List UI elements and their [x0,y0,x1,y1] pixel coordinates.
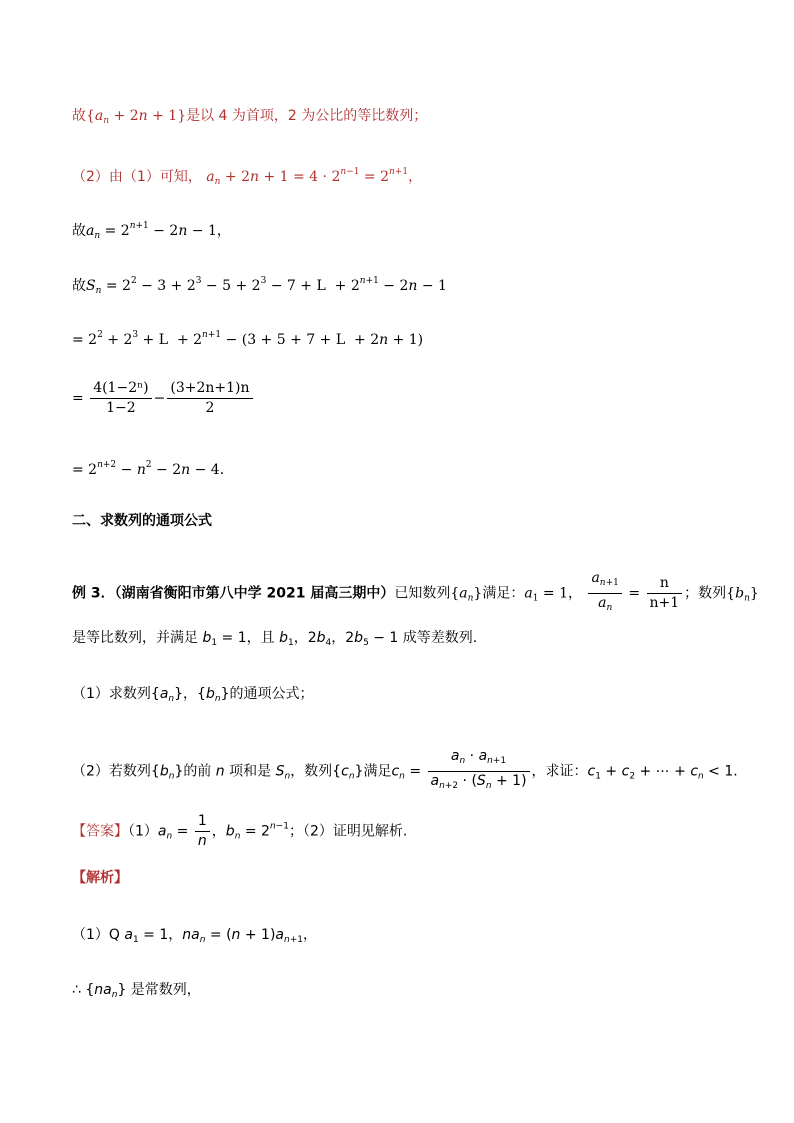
question-1: （1）求数列$\{a_n\}$，$\{b_n\}$的通项公式； [72,686,314,704]
question-2: （2）若数列$\{b_n\}$的前 n 项和是 $S_n$，数列$\{c_n\}$满足$c_n$ = $\frac{a_n \cdot a_{n+1}}{a_{n+2} \cdot (S_n + 1)}$ ，求证：$c_1 + c_2$ + ⋯ + $c_n < 1$. [72,748,738,795]
fraction-arithmetic-sum: $\frac{(3+2n+1)n}{2}$ [167,380,252,417]
fraction-ratio: $\frac{a_{n+1}}{a_n}$ [588,570,621,617]
analysis-label: 【解析】 [72,870,128,886]
conclusion-geometric: 故$\{a_n + 2n + 1\}$是以 4 为首项，2 为公比的等比数列； [72,108,428,126]
sn-fraction-form: = $\frac{\text{4(1−2ⁿ)}}{1-2}$ − $\frac{(3+2n+1)n}{2}$ [72,380,255,417]
analysis-step-2: ∴ $\{na_n\}$ 是常数列， [72,982,201,1000]
fraction-cn: $\frac{a_n \cdot a_{n+1}}{a_{n+2} \cdot (S_n + 1)}$ [428,748,530,795]
example3-condition: 是等比数列，并满足 $b_1 = 1$，且 $b_1$，$2b_4$，$2b_5 - 1$ 成等差数列. [72,630,478,648]
analysis-step-1: （1）Q $a_1 = 1$，$na_n = (n + 1)a_{n+1}$， [72,927,317,945]
fraction-an: $\frac{1}{n}$ [195,813,210,850]
answer-line: 【答案】$(1)a_n$ = $\frac{1}{n}$ ，$b_n = 2^{n-1}$；（2）证明见解析. [72,813,408,849]
fraction-geometric-sum: $\frac{\text{4(1−2ⁿ)}}{1-2}$ [90,380,151,417]
sn-result: = $2^{n+2} - n^2 - 2n - 4$． [72,460,234,478]
section-heading: 二、求数列的通项公式 [72,513,212,529]
fraction-rhs: $\frac{n}{n+1}$ [647,575,683,612]
step-from-part1: （2）由（1）可知， $a_n + 2n + 1 = 4 \cdot 2^{n-1} = 2^{n+1}$， [72,167,423,187]
an-formula: 故$a_n = 2^{n+1} - 2n - 1$， [72,221,231,241]
sn-expansion: 故$S_n = 2^2 - 3 + 2^3 - 5 + 2^3 - 7 + L + 2^{n+1} - 2n - 1$ [72,276,447,296]
example3-statement: 例 3．（湖南省衡阳市第八中学 2021 届高三期中）已知数列$\{a_n\}$满足：$a_1 = 1$， $\frac{a_{n+1}}{a_n}$ = $\frac{n}{n+1}$ ；数列$\{b_n\}$ [72,570,759,617]
sn-grouped: = $2^2 + 2^3 + L + 2^{n+1} - (3 + 5 + 7 + L + 2n + 1)$ [72,330,424,348]
